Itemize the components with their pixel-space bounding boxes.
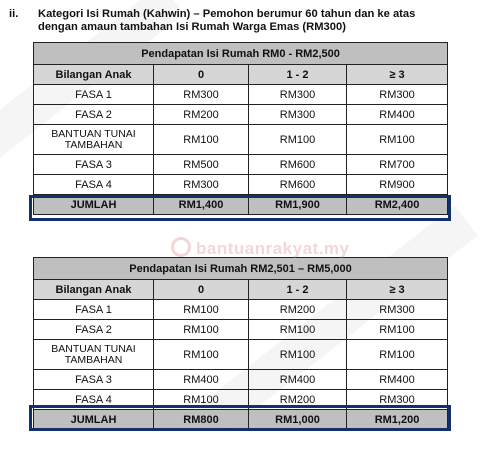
section-title-line2: dengan amaun tambahan Isi Rumah Warga Emas (RM300): [38, 21, 346, 33]
table-cell: RM100: [154, 125, 249, 155]
column-header: 0: [154, 280, 249, 300]
table-cell: RM100: [154, 340, 249, 370]
table-cell: RM200: [154, 105, 249, 125]
table-cell: RM600: [249, 155, 347, 175]
column-header: 1 - 2: [249, 65, 347, 85]
column-header: 1 - 2: [249, 280, 347, 300]
table-cell: RM100: [347, 320, 448, 340]
table-cell: RM100: [347, 125, 448, 155]
total-cell: RM2,400: [347, 195, 448, 215]
total-label: JUMLAH: [34, 410, 154, 430]
column-header: Bilangan Anak: [34, 280, 154, 300]
table-row: [34, 320, 448, 340]
table-cell: RM300: [154, 85, 249, 105]
column-header: Bilangan Anak: [34, 65, 154, 85]
table-row: [34, 85, 448, 105]
table-cell: RM100: [347, 340, 448, 370]
table-cell: RM300: [154, 175, 249, 195]
table-cell: RM200: [249, 390, 347, 410]
total-cell: RM1,400: [154, 195, 249, 215]
table-cell: RM400: [249, 370, 347, 390]
table-cell: RM200: [249, 300, 347, 320]
table-cell: RM100: [154, 300, 249, 320]
table-cell: RM700: [347, 155, 448, 175]
total-cell: RM1,000: [249, 410, 347, 430]
table-cell: RM600: [249, 175, 347, 195]
table-cell: RM100: [154, 390, 249, 410]
column-header: 0: [154, 65, 249, 85]
section-title-line1: Kategori Isi Rumah (Kahwin) – Pemohon berumur 60 tahun dan ke atas: [38, 8, 416, 20]
table-cell: RM900: [347, 175, 448, 195]
total-cell: RM1,900: [249, 195, 347, 215]
fasa4-highlight-box: [29, 405, 451, 431]
section-number: ii.: [9, 8, 19, 20]
row-label: FASA 3: [34, 155, 154, 175]
row-label: FASA 1: [34, 85, 154, 105]
fasa4-highlight-box: [29, 195, 451, 221]
table-row: [34, 155, 448, 175]
table-cell: RM300: [347, 300, 448, 320]
row-label: FASA 1: [34, 300, 154, 320]
row-label: FASA 4: [34, 175, 154, 195]
watermark-logo-icon: [171, 237, 191, 257]
table-cell: RM100: [154, 320, 249, 340]
table-cell: RM300: [347, 85, 448, 105]
table-cell: RM300: [249, 105, 347, 125]
table-row: [34, 300, 448, 320]
aid-table-income-band-1: [33, 42, 448, 215]
row-label: FASA 3: [34, 370, 154, 390]
table-row: [34, 370, 448, 390]
table-cell: RM400: [154, 370, 249, 390]
column-header: ≥ 3: [347, 280, 448, 300]
total-label: JUMLAH: [34, 195, 154, 215]
table-cell: RM100: [249, 320, 347, 340]
income-band-header: Pendapatan Isi Rumah RM2,501 – RM5,000: [34, 258, 448, 280]
table-row: [34, 340, 448, 370]
table-cell: RM400: [347, 370, 448, 390]
table-row: [34, 105, 448, 125]
row-label: FASA 4: [34, 390, 154, 410]
income-band-header: Pendapatan Isi Rumah RM0 - RM2,500: [34, 43, 448, 65]
table-cell: RM300: [347, 390, 448, 410]
watermark-text: bantuanrakyat.my: [196, 239, 350, 258]
table-cell: RM500: [154, 155, 249, 175]
table-row-highlighted: [34, 175, 448, 195]
row-label: FASA 2: [34, 320, 154, 340]
column-header: ≥ 3: [347, 65, 448, 85]
table-cell: RM100: [249, 125, 347, 155]
table-cell: RM400: [347, 105, 448, 125]
total-cell: RM1,200: [347, 410, 448, 430]
row-label: BANTUAN TUNAI TAMBAHAN: [34, 340, 154, 370]
table-cell: RM300: [249, 85, 347, 105]
table-row: [34, 125, 448, 155]
total-cell: RM800: [154, 410, 249, 430]
table-cell: RM100: [249, 340, 347, 370]
row-label: FASA 2: [34, 105, 154, 125]
row-label: BANTUAN TUNAI TAMBAHAN: [34, 125, 154, 155]
